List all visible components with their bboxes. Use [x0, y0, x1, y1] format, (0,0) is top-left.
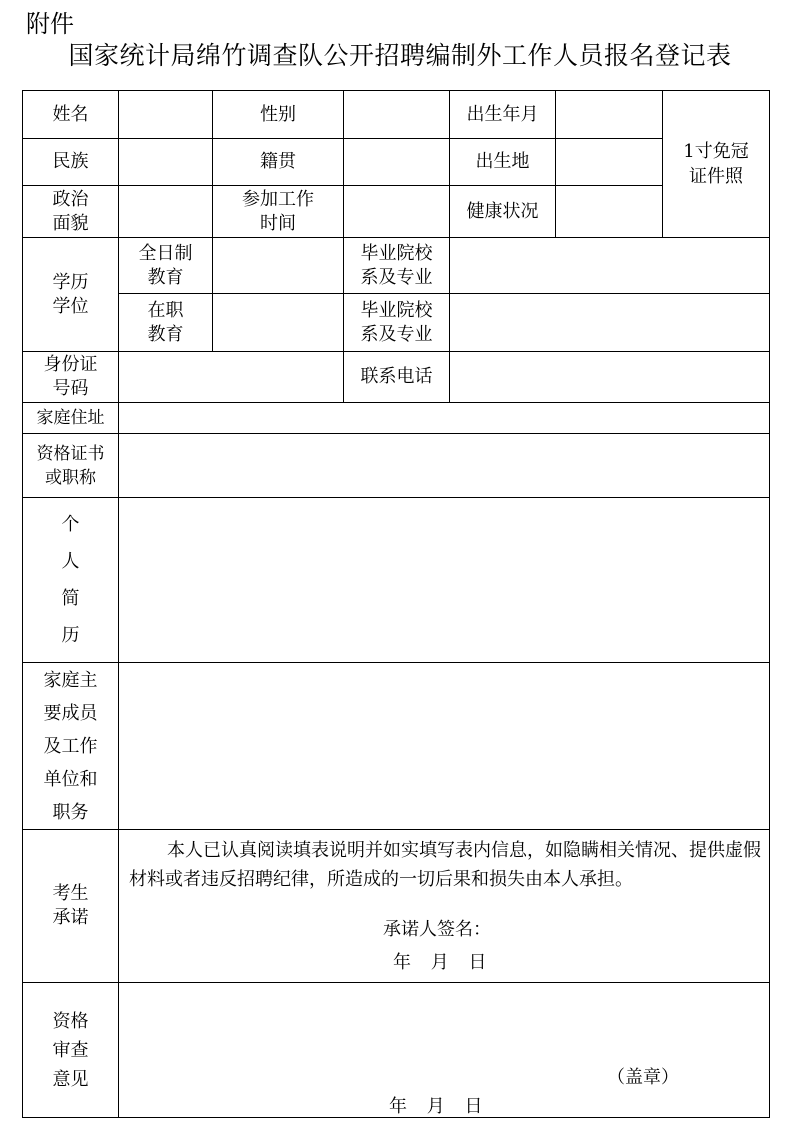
pledge-date: 年 月 日 — [393, 952, 487, 973]
resume-label: 个 人 简 历 — [23, 498, 119, 663]
birth-label: 出生年月 — [450, 91, 556, 139]
phone-label: 联系电话 — [344, 352, 450, 403]
address-field[interactable] — [119, 403, 770, 434]
seal-label: （盖章） — [607, 1067, 679, 1088]
id-number-label: 身份证号码 — [43, 354, 98, 399]
phone-field[interactable] — [450, 352, 770, 403]
birthplace-label: 出生地 — [450, 139, 556, 186]
certificate-field[interactable] — [119, 434, 770, 498]
form-title: 国家统计局绵竹调查队公开招聘编制外工作人员报名登记表 — [68, 41, 732, 70]
family-label: 家庭主 要成员 及工作 单位和 职务 — [23, 663, 119, 830]
birth-field[interactable] — [556, 91, 663, 139]
political-status-field[interactable] — [119, 186, 213, 238]
pledge-text: 本人已认真阅读填表说明并如实填写表内信息，如隐瞒相关情况、提供虚假材料或者违反招聘纪律，所造成的一切后果和损失由本人承担。 — [129, 840, 761, 890]
inservice-degree-field[interactable] — [213, 294, 344, 352]
school-major-label-1: 毕业院校系及专业 — [360, 242, 433, 288]
pledge-label: 考生承诺 — [52, 883, 89, 928]
ethnicity-label: 民族 — [23, 139, 119, 186]
photo-label: 1寸免冠证件照 — [683, 141, 749, 187]
ethnicity-field[interactable] — [119, 139, 213, 186]
work-start-label: 参加工作时间 — [242, 188, 314, 234]
fulltime-degree-field[interactable] — [213, 238, 344, 294]
inservice-label: 在职教育 — [147, 299, 184, 345]
review-field[interactable] — [119, 983, 770, 1118]
inservice-school-field[interactable] — [450, 294, 770, 352]
work-start-field[interactable] — [344, 186, 450, 238]
name-field[interactable] — [119, 91, 213, 139]
review-date: 年 月 日 — [389, 1096, 483, 1117]
health-label: 健康状况 — [450, 186, 556, 238]
health-field[interactable] — [556, 186, 663, 238]
family-field[interactable] — [119, 663, 770, 830]
resume-field[interactable] — [119, 498, 770, 663]
education-label: 学历学位 — [52, 271, 89, 317]
signer-label: 承诺人签名： — [383, 919, 491, 940]
review-label: 资格审查意见 — [52, 1010, 89, 1090]
certificate-label: 资格证书或职称 — [36, 443, 105, 488]
registration-form — [22, 90, 770, 1118]
birthplace-field[interactable] — [556, 139, 663, 186]
native-place-label: 籍贯 — [213, 139, 344, 186]
id-number-field[interactable] — [119, 352, 344, 403]
school-major-label-2: 毕业院校系及专业 — [360, 299, 433, 345]
pledge-field[interactable] — [119, 830, 770, 983]
fulltime-school-field[interactable] — [450, 238, 770, 294]
attachment-label: 附件 — [26, 10, 74, 38]
photo-box[interactable] — [663, 91, 770, 238]
address-label: 家庭住址 — [23, 403, 119, 434]
political-status-label: 政治面貌 — [52, 188, 89, 234]
name-label: 姓名 — [23, 91, 119, 139]
gender-label: 性别 — [213, 91, 344, 139]
gender-field[interactable] — [344, 91, 450, 139]
native-place-field[interactable] — [344, 139, 450, 186]
fulltime-label: 全日制教育 — [138, 242, 193, 288]
